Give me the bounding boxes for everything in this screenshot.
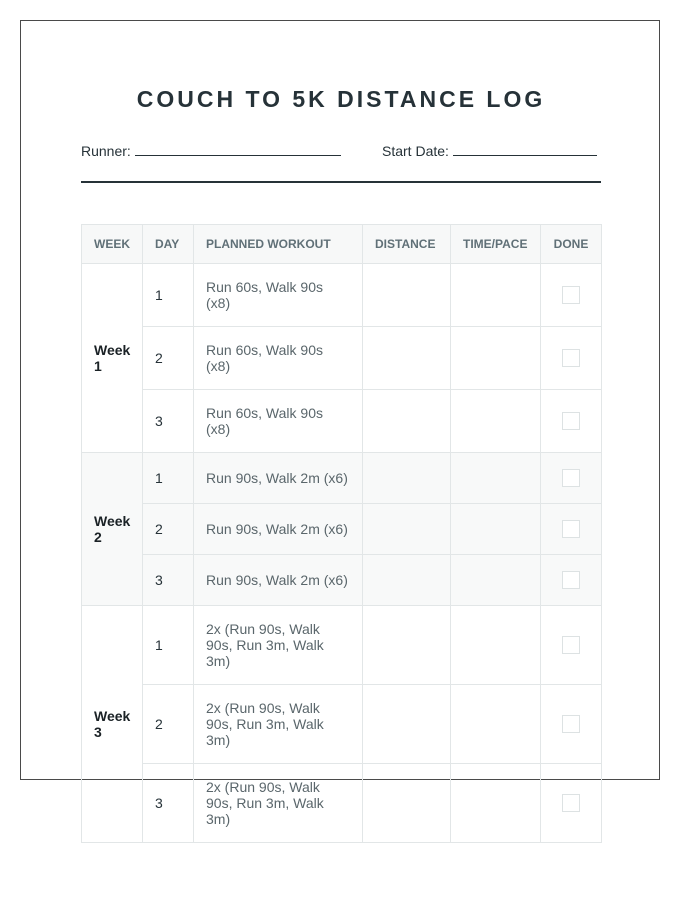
week-cell: Week 1 xyxy=(82,264,143,453)
workout-cell: 2x (Run 90s, Walk 90s, Run 3m, Walk 3m) xyxy=(194,764,363,843)
table-row xyxy=(82,606,602,685)
workout-cell: 2x (Run 90s, Walk 90s, Run 3m, Walk 3m) xyxy=(194,685,363,764)
time-pace-cell[interactable] xyxy=(451,504,541,555)
done-cell xyxy=(541,685,602,764)
column-header-time-pace: TIME/PACE xyxy=(451,225,541,264)
done-cell xyxy=(541,264,602,327)
done-cell xyxy=(541,327,602,390)
start-date-label: Start Date: xyxy=(382,143,449,159)
done-checkbox[interactable] xyxy=(562,571,580,589)
done-cell xyxy=(541,453,602,504)
workout-cell: Run 60s, Walk 90s (x8) xyxy=(194,390,363,453)
workout-cell: Run 90s, Walk 2m (x6) xyxy=(194,504,363,555)
column-header-planned-workout: PLANNED WORKOUT xyxy=(194,225,363,264)
distance-log-table xyxy=(81,224,602,843)
meta-row xyxy=(81,141,601,161)
done-cell xyxy=(541,555,602,606)
done-checkbox[interactable] xyxy=(562,286,580,304)
day-cell: 1 xyxy=(143,264,194,327)
table-row xyxy=(82,264,602,327)
distance-cell[interactable] xyxy=(363,606,451,685)
done-cell xyxy=(541,504,602,555)
day-cell: 2 xyxy=(143,327,194,390)
day-cell: 1 xyxy=(143,453,194,504)
header-divider xyxy=(81,181,601,183)
table-row xyxy=(82,327,602,390)
time-pace-cell[interactable] xyxy=(451,453,541,504)
distance-cell[interactable] xyxy=(363,264,451,327)
table-viewport xyxy=(81,224,601,827)
column-header-distance: DISTANCE xyxy=(363,225,451,264)
time-pace-cell[interactable] xyxy=(451,327,541,390)
day-cell: 3 xyxy=(143,764,194,843)
day-cell: 1 xyxy=(143,606,194,685)
table-row xyxy=(82,453,602,504)
start-date-field[interactable] xyxy=(382,141,597,159)
time-pace-cell[interactable] xyxy=(451,390,541,453)
table-row xyxy=(82,685,602,764)
distance-cell[interactable] xyxy=(363,685,451,764)
done-checkbox[interactable] xyxy=(562,469,580,487)
column-header-done: DONE xyxy=(541,225,602,264)
week-cell: Week 2 xyxy=(82,453,143,606)
done-checkbox[interactable] xyxy=(562,636,580,654)
runner-field[interactable] xyxy=(81,141,341,159)
runner-label: Runner: xyxy=(81,143,131,159)
distance-cell[interactable] xyxy=(363,555,451,606)
table-row xyxy=(82,390,602,453)
time-pace-cell[interactable] xyxy=(451,606,541,685)
done-checkbox[interactable] xyxy=(562,349,580,367)
done-cell xyxy=(541,606,602,685)
day-cell: 2 xyxy=(143,685,194,764)
table-row xyxy=(82,504,602,555)
done-cell xyxy=(541,390,602,453)
done-cell xyxy=(541,764,602,843)
column-header-week: WEEK xyxy=(82,225,143,264)
time-pace-cell[interactable] xyxy=(451,555,541,606)
table-header-row xyxy=(82,225,602,264)
day-cell: 2 xyxy=(143,504,194,555)
workout-cell: 2x (Run 90s, Walk 90s, Run 3m, Walk 3m) xyxy=(194,606,363,685)
distance-cell[interactable] xyxy=(363,390,451,453)
done-checkbox[interactable] xyxy=(562,715,580,733)
time-pace-cell[interactable] xyxy=(451,685,541,764)
distance-cell[interactable] xyxy=(363,453,451,504)
time-pace-cell[interactable] xyxy=(451,264,541,327)
table-row xyxy=(82,555,602,606)
column-header-day: DAY xyxy=(143,225,194,264)
workout-cell: Run 90s, Walk 2m (x6) xyxy=(194,453,363,504)
workout-cell: Run 60s, Walk 90s (x8) xyxy=(194,327,363,390)
time-pace-cell[interactable] xyxy=(451,764,541,843)
distance-cell[interactable] xyxy=(363,504,451,555)
distance-cell[interactable] xyxy=(363,327,451,390)
done-checkbox[interactable] xyxy=(562,520,580,538)
day-cell: 3 xyxy=(143,390,194,453)
page-title: COUCH TO 5K DISTANCE LOG xyxy=(136,86,546,112)
week-cell: Week 3 xyxy=(82,606,143,843)
table-row xyxy=(82,764,602,843)
day-cell: 3 xyxy=(143,555,194,606)
workout-cell: Run 90s, Walk 2m (x6) xyxy=(194,555,363,606)
distance-cell[interactable] xyxy=(363,764,451,843)
runner-blank-line[interactable] xyxy=(135,141,341,156)
workout-cell: Run 60s, Walk 90s (x8) xyxy=(194,264,363,327)
done-checkbox[interactable] xyxy=(562,794,580,812)
done-checkbox[interactable] xyxy=(562,412,580,430)
start-date-blank-line[interactable] xyxy=(453,141,597,156)
